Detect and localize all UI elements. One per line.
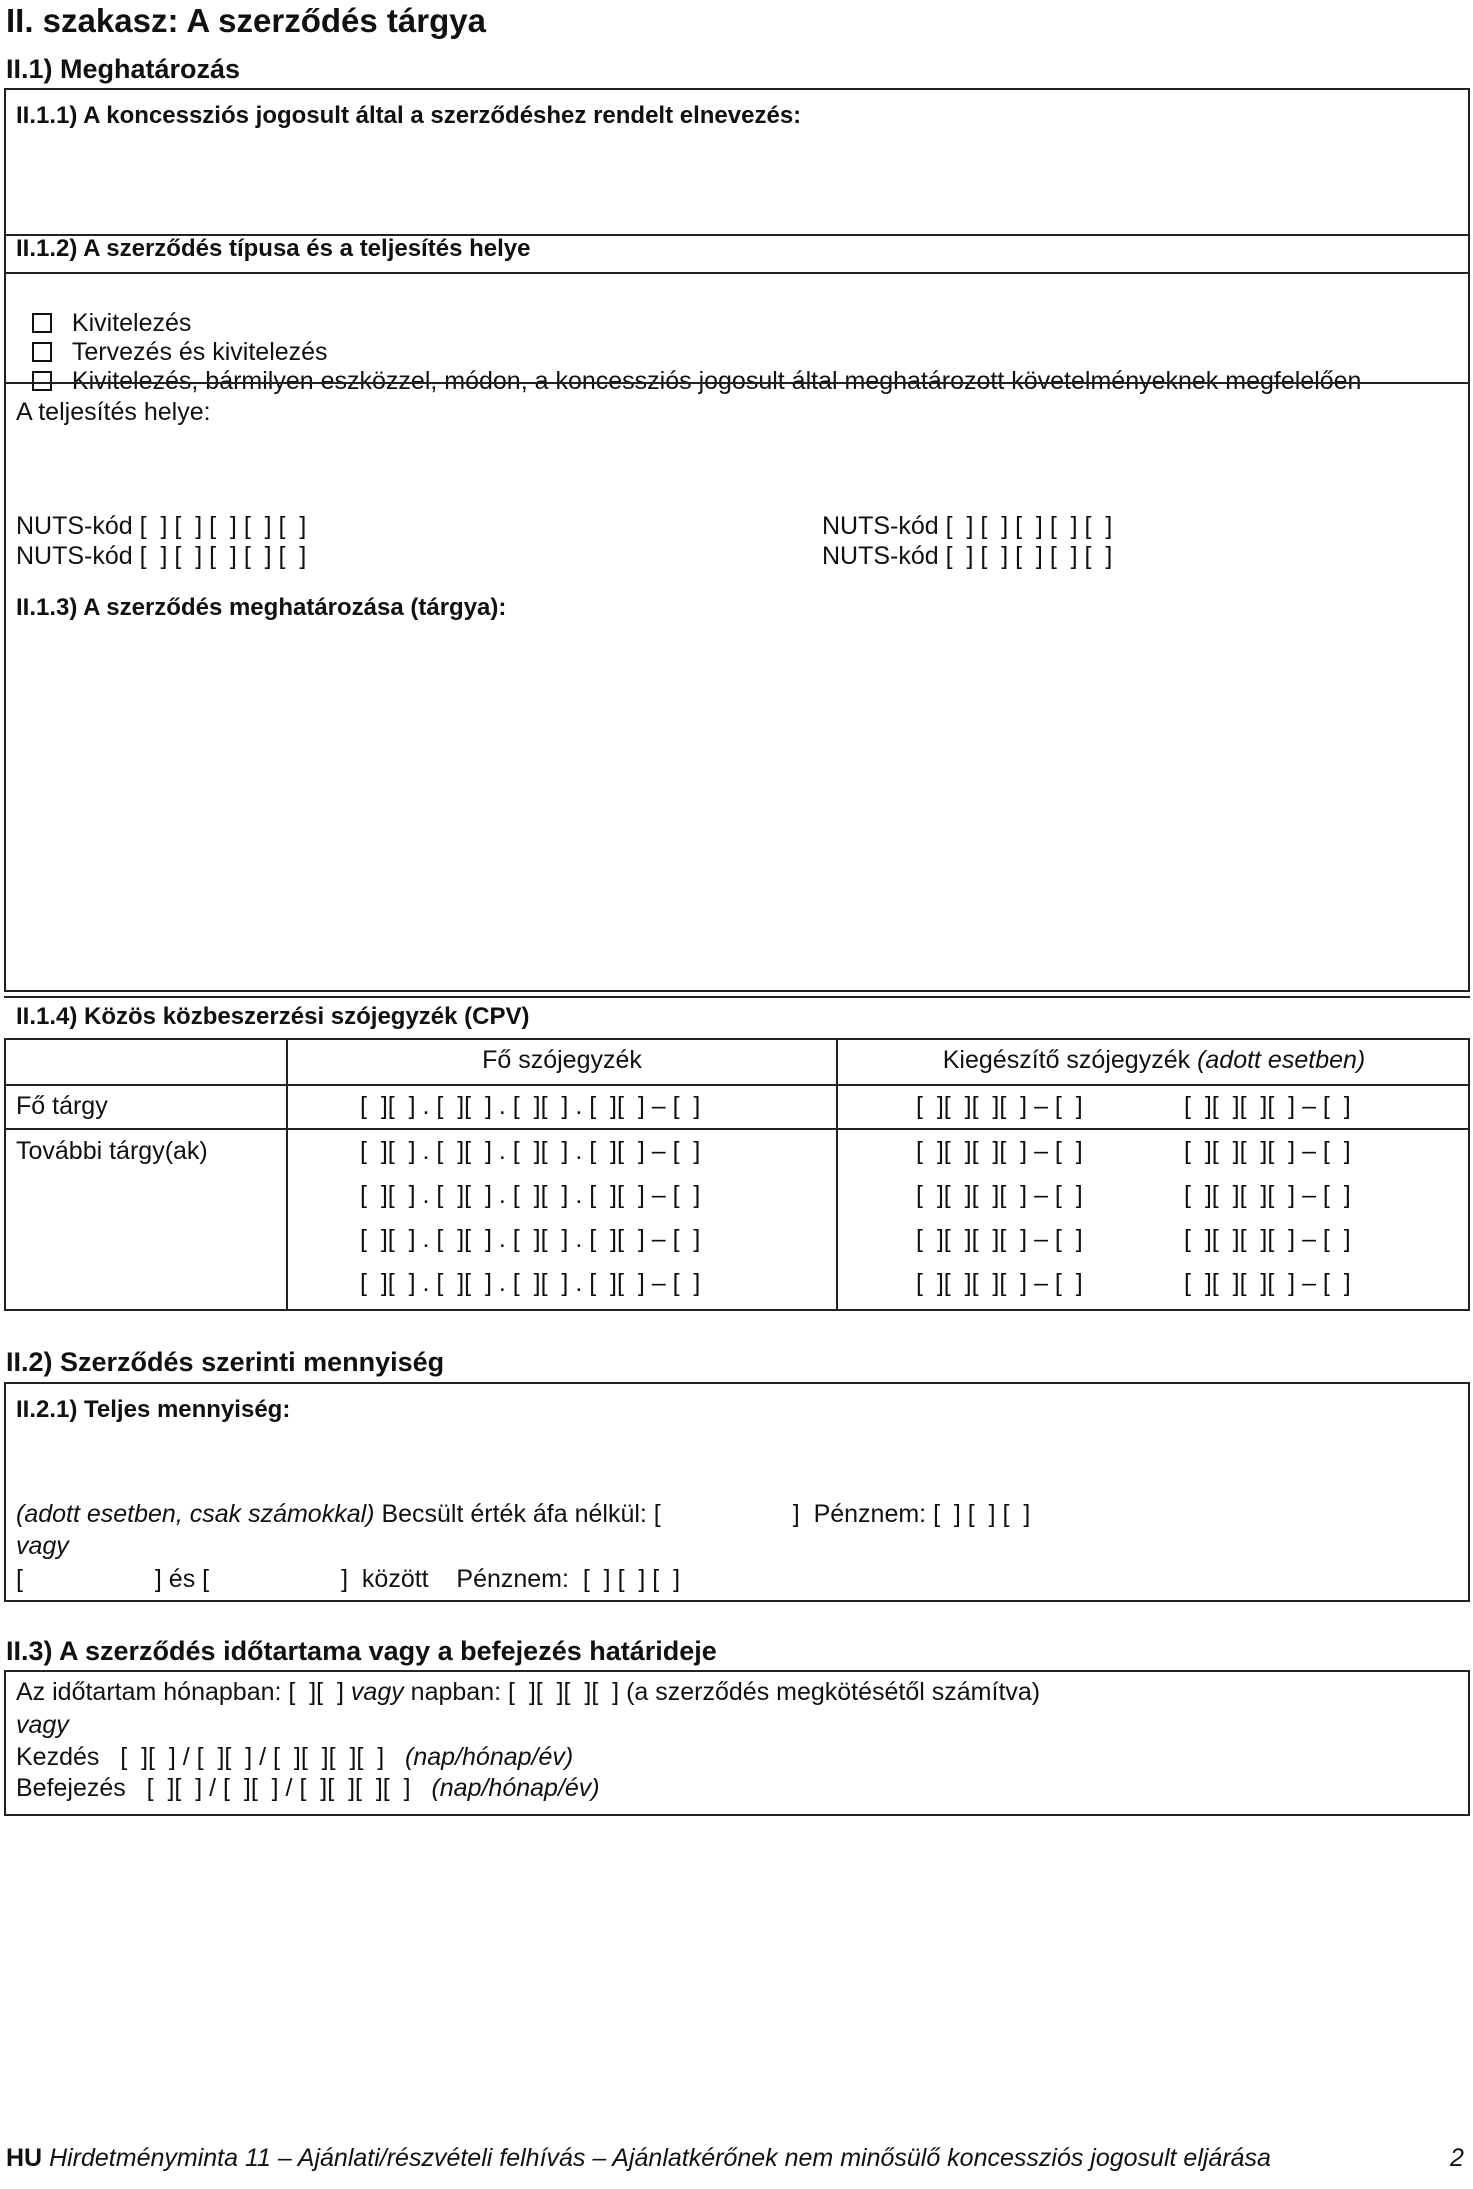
- footer-lang: HU: [6, 2144, 43, 2172]
- end-date-line: [16, 1774, 600, 1803]
- end-label: Befejezés: [16, 1774, 126, 1802]
- checkbox-icon[interactable]: [32, 371, 52, 391]
- date-format: (nap/hónap/év): [431, 1774, 600, 1802]
- cpv-col-supp-note: (adott esetben): [1197, 1046, 1366, 1074]
- footer: [6, 2144, 1271, 2173]
- start-date-value: [ ][ ] / [ ][ ] / [ ][ ][ ][ ]: [120, 1743, 385, 1771]
- or-label: vagy: [16, 1532, 69, 1560]
- cpv-main-object-label: Fő tárgy: [16, 1092, 108, 1120]
- divider: [836, 1038, 838, 1311]
- cpv-supp-code: [ ][ ][ ][ ] – [ ]: [916, 1092, 1083, 1120]
- divider: [4, 996, 1470, 998]
- cpv-main-code: [ ][ ] . [ ][ ] . [ ][ ] . [ ][ ] – [ ]: [360, 1092, 701, 1120]
- section-ii1-title: II.1) Meghatározás: [6, 54, 241, 84]
- option-label: Kivitelezés: [71, 309, 192, 337]
- divider: [4, 1084, 1470, 1086]
- nuts-code-right-2: NUTS-kód [ ] [ ] [ ] [ ] [ ]: [822, 542, 1113, 570]
- start-label: Kezdés: [16, 1743, 100, 1771]
- section-ii3-title: II.3) A szerződés időtartama vagy a befejezés határideje: [6, 1636, 717, 1666]
- cpv-col-supp: [838, 1046, 1470, 1075]
- estimated-value-line: [16, 1500, 1030, 1529]
- ii12-title: II.1.2) A szerződés típusa és a teljesítés helye: [16, 235, 531, 262]
- type-option-realisation[interactable]: [18, 338, 1361, 396]
- divider: [4, 1128, 1470, 1130]
- cpv-supp-code: [ ][ ][ ][ ] – [ ]: [1184, 1181, 1351, 1209]
- start-date-line: [16, 1743, 573, 1772]
- place-label: A teljesítés helye:: [16, 398, 211, 426]
- duration-days: napban: [ ][ ][ ][ ] (a szerződés megkötésétől számítva): [403, 1678, 1041, 1706]
- duration-line: [16, 1678, 1040, 1707]
- cpv-supp-code: [ ][ ][ ][ ] – [ ]: [916, 1269, 1083, 1297]
- section-title: II. szakasz: A szerződés tárgya: [6, 2, 486, 39]
- or-label: vagy: [16, 1711, 69, 1739]
- date-format: (nap/hónap/év): [405, 1743, 574, 1771]
- cpv-supp-code: [ ][ ][ ][ ] – [ ]: [916, 1225, 1083, 1253]
- value-range-line: [ ] és [ ] között Pénznem: [ ] [ ] [ ]: [16, 1565, 681, 1593]
- cpv-supp-code: [ ][ ][ ][ ] – [ ]: [1184, 1137, 1351, 1165]
- estimated-value-text: Becsült érték áfa nélkül: [ ] Pénznem: [ ] [ ] [ ]: [374, 1500, 1031, 1528]
- divider: [4, 272, 1470, 274]
- end-date-value: [ ][ ] / [ ][ ] / [ ][ ][ ][ ]: [146, 1774, 411, 1802]
- ii14-title: II.1.4) Közös közbeszerzési szójegyzék (CPV): [16, 1003, 530, 1030]
- nuts-code-left-2: NUTS-kód [ ] [ ] [ ] [ ] [ ]: [16, 542, 307, 570]
- cpv-supp-code: [ ][ ][ ][ ] – [ ]: [1184, 1269, 1351, 1297]
- duration-months: Az időtartam hónapban: [ ][ ]: [16, 1678, 351, 1706]
- cpv-supp-code: [ ][ ][ ][ ] – [ ]: [916, 1137, 1083, 1165]
- ii11-title: II.1.1) A koncessziós jogosult által a szerződéshez rendelt elnevezés:: [16, 102, 802, 129]
- cpv-supp-code: [ ][ ][ ][ ] – [ ]: [916, 1181, 1083, 1209]
- divider: [286, 1038, 288, 1311]
- section-ii2-title: II.2) Szerződés szerinti mennyiség: [6, 1347, 445, 1377]
- cpv-main-code: [ ][ ] . [ ][ ] . [ ][ ] . [ ][ ] – [ ]: [360, 1225, 701, 1253]
- cpv-supp-code: [ ][ ][ ][ ] – [ ]: [1184, 1225, 1351, 1253]
- cpv-main-code: [ ][ ] . [ ][ ] . [ ][ ] . [ ][ ] – [ ]: [360, 1269, 701, 1297]
- or-label: vagy: [350, 1678, 404, 1706]
- divider: [4, 382, 1470, 384]
- nuts-code-right-1: NUTS-kód [ ] [ ] [ ] [ ] [ ]: [822, 512, 1113, 540]
- cpv-main-code: [ ][ ] . [ ][ ] . [ ][ ] . [ ][ ] – [ ]: [360, 1137, 701, 1165]
- cpv-supp-code: [ ][ ][ ][ ] – [ ]: [1184, 1092, 1351, 1120]
- cpv-col-supp-label: Kiegészítő szójegyzék: [942, 1046, 1191, 1074]
- cpv-more-objects-label: További tárgy(ak): [16, 1137, 208, 1165]
- cpv-main-code: [ ][ ] . [ ][ ] . [ ][ ] . [ ][ ] – [ ]: [360, 1181, 701, 1209]
- option-label: Kivitelezés, bármilyen eszközzel, módon, a koncessziós jogosult által meghatározott követelményeknek megfelelően: [71, 367, 1362, 395]
- estimated-value-note: (adott esetben, csak számokkal): [16, 1500, 375, 1528]
- ii21-title: II.2.1) Teljes mennyiség:: [16, 1396, 291, 1423]
- ii13-title: II.1.3) A szerződés meghatározása (tárgya):: [16, 594, 507, 621]
- option-label: Tervezés és kivitelezés: [71, 338, 328, 366]
- footer-text: Hirdetményminta 11 – Ajánlati/részvételi felhívás – Ajánlatkérőnek nem minősülő koncessziós jogosult eljárása: [49, 2144, 1271, 2172]
- nuts-code-left-1: NUTS-kód [ ] [ ] [ ] [ ] [ ]: [16, 512, 307, 540]
- page-number: 2: [1450, 2144, 1464, 2172]
- cpv-col-main: Fő szójegyzék: [482, 1046, 642, 1074]
